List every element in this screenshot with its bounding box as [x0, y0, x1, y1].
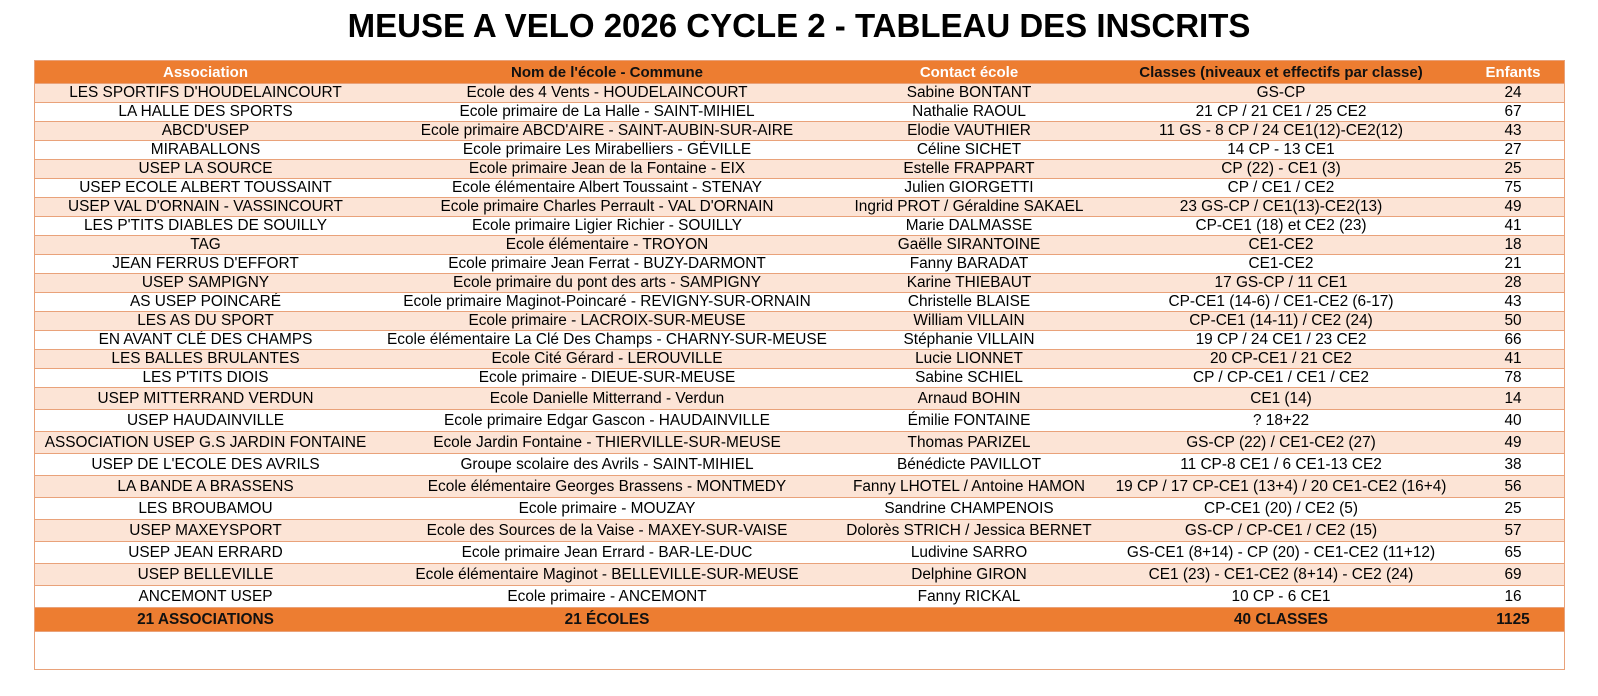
cell-classes: 23 GS-CP / CE1(13)-CE2(13): [1100, 198, 1462, 217]
cell-association: USEP BELLEVILLE: [35, 564, 376, 586]
cell-enfants: 66: [1462, 331, 1564, 350]
cell-ecole: Ecole primaire Charles Perrault - VAL D'ORNAIN: [376, 198, 838, 217]
cell-classes: GS-CP: [1100, 84, 1462, 103]
cell-classes: 17 GS-CP / 11 CE1: [1100, 274, 1462, 293]
cell-contact: Fanny LHOTEL / Antoine HAMON: [838, 476, 1100, 498]
cell-enfants: 56: [1462, 476, 1564, 498]
table-row: [35, 331, 1564, 350]
cell-classes: CP / CE1 / CE2: [1100, 179, 1462, 198]
table-row: [35, 586, 1564, 608]
cell-contact: Bénédicte PAVILLOT: [838, 454, 1100, 476]
cell-association: MIRABALLONS: [35, 141, 376, 160]
cell-enfants: 78: [1462, 369, 1564, 388]
cell-ecole: Groupe scolaire des Avrils - SAINT-MIHIEL: [376, 454, 838, 476]
cell-classes: CE1 (23) - CE1-CE2 (8+14) - CE2 (24): [1100, 564, 1462, 586]
cell-contact: Karine THIEBAUT: [838, 274, 1100, 293]
table-row: [35, 236, 1564, 255]
cell-ecole: Ecole primaire Edgar Gascon - HAUDAINVILLE: [376, 410, 838, 432]
cell-association: LES BALLES BRULANTES: [35, 350, 376, 369]
header-ecole: Nom de l'école - Commune: [376, 61, 838, 84]
cell-classes: CP / CP-CE1 / CE1 / CE2: [1100, 369, 1462, 388]
cell-classes: 11 CP-8 CE1 / 6 CE1-13 CE2: [1100, 454, 1462, 476]
cell-contact: Ingrid PROT / Géraldine SAKAEL: [838, 198, 1100, 217]
cell-association: LES P'TITS DIOIS: [35, 369, 376, 388]
cell-association: LES AS DU SPORT: [35, 312, 376, 331]
total-contact: [838, 608, 1100, 632]
inscrits-table: [35, 61, 1564, 632]
table-row: [35, 454, 1564, 476]
cell-association: LES SPORTIFS D'HOUDELAINCOURT: [35, 84, 376, 103]
cell-association: ASSOCIATION USEP G.S JARDIN FONTAINE: [35, 432, 376, 454]
cell-ecole: Ecole élémentaire - TROYON: [376, 236, 838, 255]
table-row: [35, 274, 1564, 293]
cell-enfants: 50: [1462, 312, 1564, 331]
total-enfants: 1125: [1462, 608, 1564, 632]
cell-contact: Thomas PARIZEL: [838, 432, 1100, 454]
cell-ecole: Ecole Jardin Fontaine - THIERVILLE-SUR-MEUSE: [376, 432, 838, 454]
table-row: [35, 388, 1564, 410]
cell-contact: Stéphanie VILLAIN: [838, 331, 1100, 350]
cell-association: LA HALLE DES SPORTS: [35, 103, 376, 122]
total-associations: 21 ASSOCIATIONS: [35, 608, 376, 632]
cell-ecole: Ecole primaire Les Mirabelliers - GÉVILLE: [376, 141, 838, 160]
cell-classes: CP-CE1 (14-11) / CE2 (24): [1100, 312, 1462, 331]
header-association: Association: [35, 61, 376, 84]
cell-classes: 19 CP / 17 CP-CE1 (13+4) / 20 CE1-CE2 (16+4): [1100, 476, 1462, 498]
cell-contact: Fanny BARADAT: [838, 255, 1100, 274]
table-body: [35, 84, 1564, 608]
table-row: [35, 103, 1564, 122]
cell-contact: Sandrine CHAMPENOIS: [838, 498, 1100, 520]
cell-classes: CP-CE1 (20) / CE2 (5): [1100, 498, 1462, 520]
cell-ecole: Ecole primaire du pont des arts - SAMPIGNY: [376, 274, 838, 293]
cell-enfants: 28: [1462, 274, 1564, 293]
cell-association: USEP MAXEYSPORT: [35, 520, 376, 542]
cell-ecole: Ecole primaire - LACROIX-SUR-MEUSE: [376, 312, 838, 331]
cell-association: ANCEMONT USEP: [35, 586, 376, 608]
cell-classes: CE1-CE2: [1100, 255, 1462, 274]
total-ecoles: 21 ÉCOLES: [376, 608, 838, 632]
total-classes: 40 CLASSES: [1100, 608, 1462, 632]
cell-enfants: 38: [1462, 454, 1564, 476]
table-row: [35, 410, 1564, 432]
cell-ecole: Ecole primaire Jean Errard - BAR-LE-DUC: [376, 542, 838, 564]
cell-enfants: 69: [1462, 564, 1564, 586]
cell-classes: CE1 (14): [1100, 388, 1462, 410]
cell-ecole: Ecole Danielle Mitterrand - Verdun: [376, 388, 838, 410]
table-row: [35, 498, 1564, 520]
cell-classes: 19 CP / 24 CE1 / 23 CE2: [1100, 331, 1462, 350]
table-row: [35, 369, 1564, 388]
cell-contact: Émilie FONTAINE: [838, 410, 1100, 432]
cell-ecole: Ecole primaire Maginot-Poincaré - REVIGNY-SUR-ORNAIN: [376, 293, 838, 312]
cell-association: LES BROUBAMOU: [35, 498, 376, 520]
table-row: [35, 217, 1564, 236]
cell-association: USEP LA SOURCE: [35, 160, 376, 179]
cell-enfants: 21: [1462, 255, 1564, 274]
cell-ecole: Ecole des Sources de la Vaise - MAXEY-SUR-VAISE: [376, 520, 838, 542]
cell-association: AS USEP POINCARÉ: [35, 293, 376, 312]
cell-association: LA BANDE A BRASSENS: [35, 476, 376, 498]
cell-association: USEP DE L'ECOLE DES AVRILS: [35, 454, 376, 476]
cell-contact: Christelle BLAISE: [838, 293, 1100, 312]
cell-classes: CE1-CE2: [1100, 236, 1462, 255]
cell-contact: Nathalie RAOUL: [838, 103, 1100, 122]
totals-row: [35, 608, 1564, 632]
cell-classes: CP-CE1 (14-6) / CE1-CE2 (6-17): [1100, 293, 1462, 312]
cell-ecole: Ecole des 4 Vents - HOUDELAINCOURT: [376, 84, 838, 103]
cell-classes: 10 CP - 6 CE1: [1100, 586, 1462, 608]
cell-ecole: Ecole primaire - DIEUE-SUR-MEUSE: [376, 369, 838, 388]
cell-enfants: 25: [1462, 498, 1564, 520]
cell-enfants: 24: [1462, 84, 1564, 103]
cell-ecole: Ecole primaire - MOUZAY: [376, 498, 838, 520]
table-row: [35, 122, 1564, 141]
table-row: [35, 520, 1564, 542]
cell-classes: GS-CP (22) / CE1-CE2 (27): [1100, 432, 1462, 454]
cell-enfants: 18: [1462, 236, 1564, 255]
cell-association: LES P'TITS DIABLES DE SOUILLY: [35, 217, 376, 236]
cell-association: TAG: [35, 236, 376, 255]
cell-contact: Dolorès STRICH / Jessica BERNET: [838, 520, 1100, 542]
cell-ecole: Ecole élémentaire Maginot - BELLEVILLE-SUR-MEUSE: [376, 564, 838, 586]
cell-contact: Arnaud BOHIN: [838, 388, 1100, 410]
cell-contact: Delphine GIRON: [838, 564, 1100, 586]
cell-ecole: Ecole primaire de La Halle - SAINT-MIHIEL: [376, 103, 838, 122]
cell-association: USEP SAMPIGNY: [35, 274, 376, 293]
cell-classes: 14 CP - 13 CE1: [1100, 141, 1462, 160]
cell-enfants: 43: [1462, 293, 1564, 312]
table-row: [35, 179, 1564, 198]
cell-enfants: 49: [1462, 432, 1564, 454]
cell-contact: Gaëlle SIRANTOINE: [838, 236, 1100, 255]
cell-classes: ? 18+22: [1100, 410, 1462, 432]
cell-contact: Julien GIORGETTI: [838, 179, 1100, 198]
cell-contact: Elodie VAUTHIER: [838, 122, 1100, 141]
cell-association: JEAN FERRUS D'EFFORT: [35, 255, 376, 274]
cell-enfants: 41: [1462, 350, 1564, 369]
cell-contact: Sabine SCHIEL: [838, 369, 1100, 388]
table-row: [35, 312, 1564, 331]
cell-association: USEP MITTERRAND VERDUN: [35, 388, 376, 410]
header-enfants: Enfants: [1462, 61, 1564, 84]
cell-classes: 21 CP / 21 CE1 / 25 CE2: [1100, 103, 1462, 122]
cell-ecole: Ecole élémentaire Albert Toussaint - STENAY: [376, 179, 838, 198]
cell-enfants: 75: [1462, 179, 1564, 198]
table-row: [35, 542, 1564, 564]
cell-association: USEP HAUDAINVILLE: [35, 410, 376, 432]
cell-classes: GS-CP / CP-CE1 / CE2 (15): [1100, 520, 1462, 542]
table-row: [35, 141, 1564, 160]
cell-ecole: Ecole primaire - ANCEMONT: [376, 586, 838, 608]
cell-contact: William VILLAIN: [838, 312, 1100, 331]
cell-enfants: 67: [1462, 103, 1564, 122]
cell-enfants: 49: [1462, 198, 1564, 217]
cell-enfants: 25: [1462, 160, 1564, 179]
header-contact: Contact école: [838, 61, 1100, 84]
table-row: [35, 350, 1564, 369]
cell-enfants: 57: [1462, 520, 1564, 542]
cell-association: USEP VAL D'ORNAIN - VASSINCOURT: [35, 198, 376, 217]
cell-ecole: Ecole primaire Jean de la Fontaine - EIX: [376, 160, 838, 179]
table-row: [35, 564, 1564, 586]
cell-ecole: Ecole Cité Gérard - LEROUVILLE: [376, 350, 838, 369]
cell-contact: Estelle FRAPPART: [838, 160, 1100, 179]
cell-ecole: Ecole primaire Jean Ferrat - BUZY-DARMONT: [376, 255, 838, 274]
page-title: MEUSE A VELO 2026 CYCLE 2 - TABLEAU DES INSCRITS: [347, 7, 1251, 44]
cell-ecole: Ecole élémentaire Georges Brassens - MONTMEDY: [376, 476, 838, 498]
header-classes: Classes (niveaux et effectifs par classe): [1100, 61, 1462, 84]
header-row: [35, 61, 1564, 84]
cell-contact: Lucie LIONNET: [838, 350, 1100, 369]
table-row: [35, 293, 1564, 312]
cell-enfants: 43: [1462, 122, 1564, 141]
cell-association: USEP ECOLE ALBERT TOUSSAINT: [35, 179, 376, 198]
table-row: [35, 255, 1564, 274]
cell-association: EN AVANT CLÉ DES CHAMPS: [35, 331, 376, 350]
cell-contact: Ludivine SARRO: [838, 542, 1100, 564]
table-row: [35, 198, 1564, 217]
cell-ecole: Ecole primaire Ligier Richier - SOUILLY: [376, 217, 838, 236]
cell-association: USEP JEAN ERRARD: [35, 542, 376, 564]
table-row: [35, 84, 1564, 103]
table-row: [35, 432, 1564, 454]
cell-contact: Sabine BONTANT: [838, 84, 1100, 103]
cell-ecole: Ecole élémentaire La Clé Des Champs - CHARNY-SUR-MEUSE: [376, 331, 838, 350]
table-row: [35, 476, 1564, 498]
cell-ecole: Ecole primaire ABCD'AIRE - SAINT-AUBIN-SUR-AIRE: [376, 122, 838, 141]
cell-enfants: 41: [1462, 217, 1564, 236]
cell-contact: Fanny RICKAL: [838, 586, 1100, 608]
cell-enfants: 27: [1462, 141, 1564, 160]
cell-classes: CP-CE1 (18) et CE2 (23): [1100, 217, 1462, 236]
cell-contact: Céline SICHET: [838, 141, 1100, 160]
cell-classes: GS-CE1 (8+14) - CP (20) - CE1-CE2 (11+12): [1100, 542, 1462, 564]
cell-enfants: 40: [1462, 410, 1564, 432]
cell-classes: 20 CP-CE1 / 21 CE2: [1100, 350, 1462, 369]
cell-contact: Marie DALMASSE: [838, 217, 1100, 236]
cell-classes: CP (22) - CE1 (3): [1100, 160, 1462, 179]
cell-enfants: 65: [1462, 542, 1564, 564]
cell-association: ABCD'USEP: [35, 122, 376, 141]
cell-classes: 11 GS - 8 CP / 24 CE1(12)-CE2(12): [1100, 122, 1462, 141]
table-row: [35, 160, 1564, 179]
cell-enfants: 14: [1462, 388, 1564, 410]
cell-enfants: 16: [1462, 586, 1564, 608]
